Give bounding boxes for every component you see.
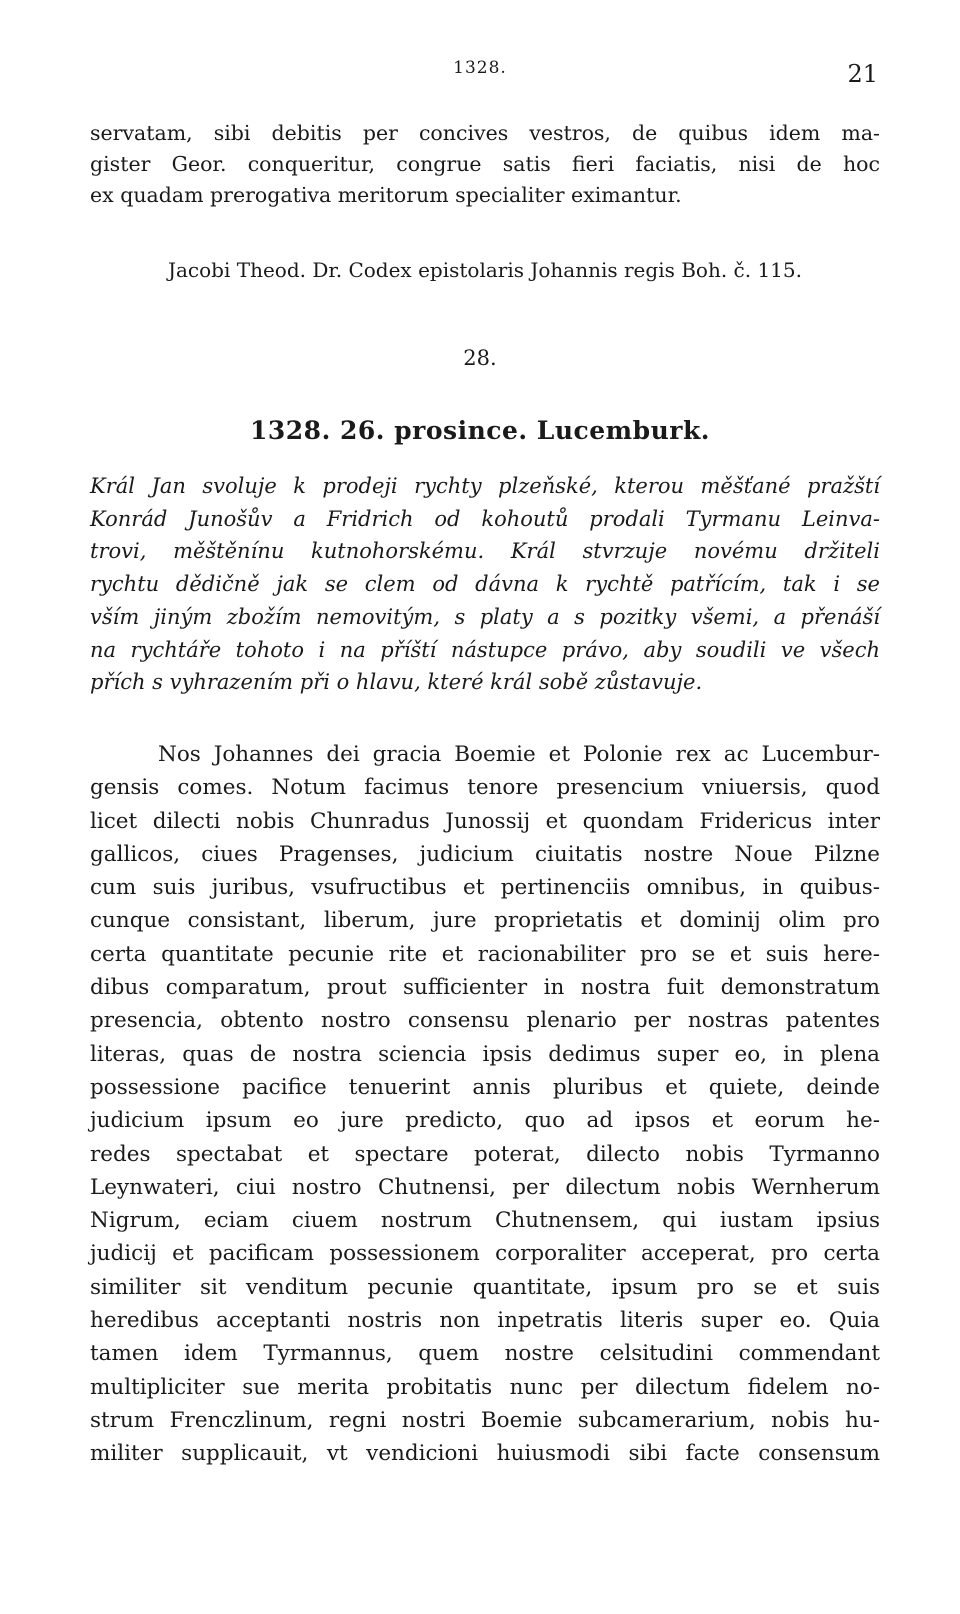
body-line: Leynwateri, ciui nostro Chutnensi, per dilectum nobis Wernherum: [90, 1174, 880, 1200]
body-line: certa quantitate pecunie rite et racionabiliter pro se et suis here-: [90, 941, 880, 967]
text-line: ex quadam prerogativa meritorum specialiter eximantur.: [90, 183, 682, 207]
body-line: heredibus acceptanti nostris non inpetratis literis super eo. Quia: [90, 1308, 880, 1334]
document-heading: 1328. 26. prosince. Lucemburk.: [250, 416, 710, 445]
body-line: presencia, obtento nostro consensu plenario per nostras patentes: [90, 1008, 880, 1034]
regest-line: Král Jan svoluje k prodeji rychty plzeňské, kterou měšťané pražští: [90, 474, 880, 498]
body-line: strum Frenczlinum, regni nostri Boemie subcamerarium, nobis hu-: [90, 1407, 880, 1433]
text-line: servatam, sibi debitis per concives vestros, de quibus idem ma-: [90, 121, 880, 145]
body-line: gensis comes. Notum facimus tenore presencium vniuersis, quod: [90, 775, 880, 801]
regest-line: přích s vyhrazením při o hlavu, které král sobě zůstavuje.: [90, 670, 703, 695]
body-line: judicium ipsum eo jure predicto, quo ad ipsos et eorum he-: [90, 1108, 880, 1134]
previous-document-ending: [90, 118, 880, 211]
body-line: cunque consistant, liberum, jure proprietatis et dominij olim pro: [90, 908, 880, 934]
body-line: literas, quas de nostra sciencia ipsis dedimus super eo, in plena: [90, 1041, 880, 1067]
body-line: judicij et pacificam possessionem corporaliter acceperat, pro certa: [90, 1241, 880, 1267]
page-number: 21: [847, 60, 878, 88]
body-line: tamen idem Tyrmannus, quem nostre celsitudini commendant: [90, 1341, 880, 1367]
body-line: gallicos, ciues Pragenses, judicium ciuitatis nostre Noue Pilzne: [90, 841, 880, 867]
regest-line: trovi, měštěnínu kutnohorskému. Král stvrzuje novému držiteli: [90, 539, 880, 564]
text-line: gister Geor. conqueritur, congrue satis fieri faciatis, nisi de hoc: [90, 152, 880, 176]
regest-line: vším jiným zbožím nemovitým, s platy a s pozitky všemi, a přenáší: [90, 604, 880, 629]
body-line: Nigrum, eciam ciuem nostrum Chutnensem, qui iustam ipsius: [90, 1208, 880, 1234]
body-line: possessione pacifice tenuerint annis pluribus et quiete, deinde: [90, 1074, 880, 1100]
body-line: militer supplicauit, vt vendicioni huiusmodi sibi facte consensum: [90, 1441, 880, 1467]
source-citation: Jacobi Theod. Dr. Codex epistolaris Johannis regis Boh. č. 115.: [167, 258, 802, 282]
body-line: licet dilecti nobis Chunradus Junossij et quondam Fridericus inter: [90, 808, 880, 834]
body-line: redes spectabat et spectare poterat, dilecto nobis Tyrmanno: [90, 1141, 880, 1167]
regest-line: Konrád Junošův a Fridrich od kohoutů prodali Tyrmanu Leinva-: [90, 506, 880, 531]
regest-line: na rychtáře tohoto i na příští nástupce právo, aby soudili ve všech: [90, 637, 880, 662]
czech-regest: [90, 470, 880, 699]
latin-charter-text: [90, 738, 880, 1471]
body-line: cum suis juribus, vsufructibus et pertinenciis omnibus, in quibus-: [90, 875, 880, 901]
running-head-year: 1328.: [453, 58, 507, 78]
body-line: dibus comparatum, prout sufficienter in nostra fuit demonstratum: [90, 975, 880, 1001]
document-number: 28.: [463, 346, 497, 370]
body-line: Nos Johannes dei gracia Boemie et Polonie rex ac Lucembur-: [158, 742, 880, 767]
body-line: similiter sit venditum pecunie quantitate, ipsum pro se et suis: [90, 1274, 880, 1300]
regest-line: rychtu dědičně jak se clem od dávna k rychtě patřícím, tak i se: [90, 572, 880, 597]
body-line: multipliciter sue merita probitatis nunc per dilectum fidelem no-: [90, 1374, 880, 1400]
